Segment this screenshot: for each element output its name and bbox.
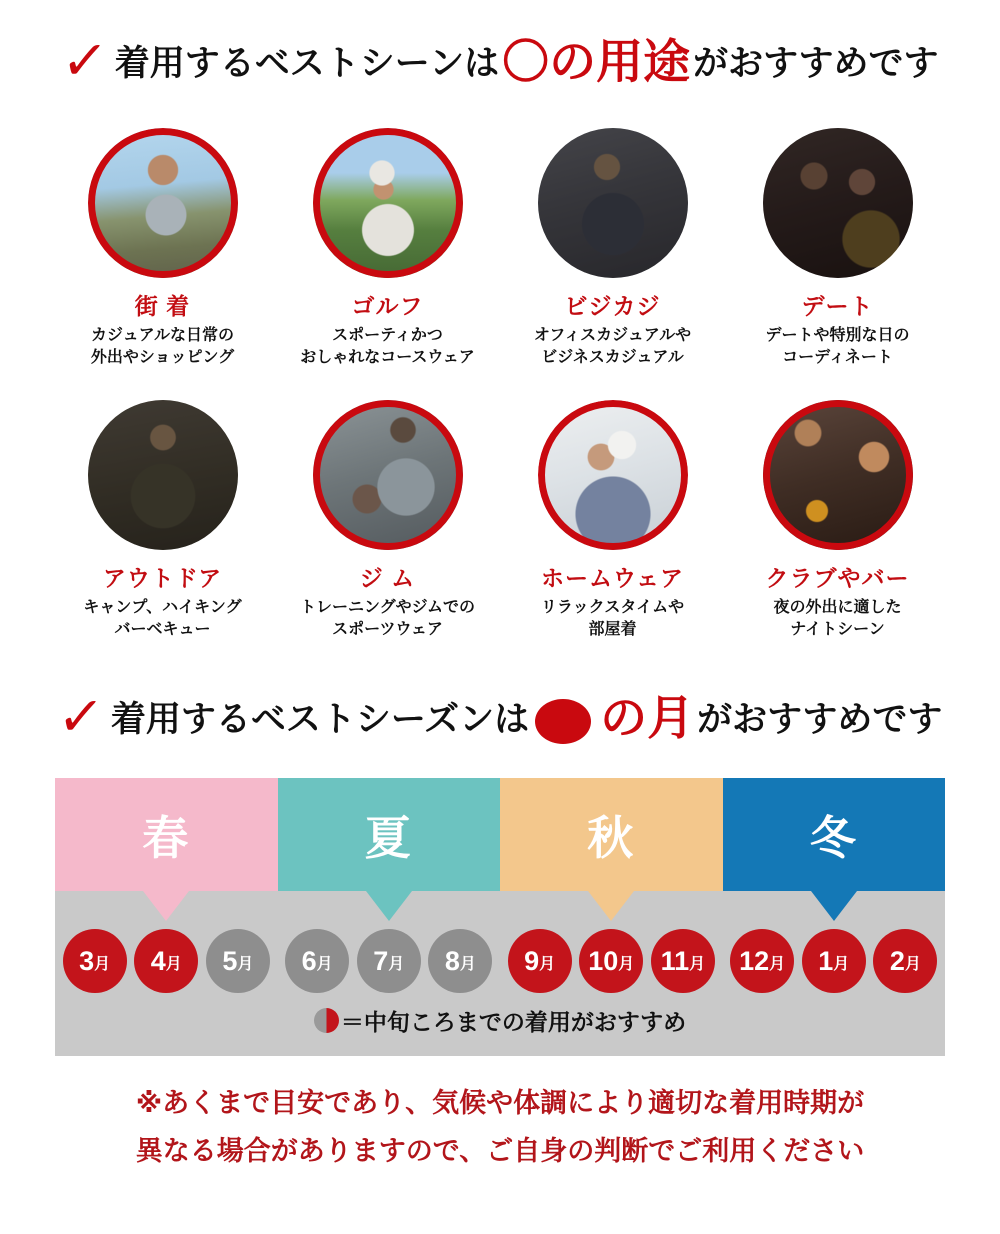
season-label: 秋 xyxy=(587,811,636,864)
scene-desc: オフィスカジュアルや ビジネスカジュアル xyxy=(533,327,692,366)
heading-text: がおすすめです xyxy=(697,700,943,740)
disclaimer-line: 異なる場合がありますので、ご自身の判断でご利用ください xyxy=(135,1135,865,1166)
month-feb: 2 月 xyxy=(873,929,937,993)
month-dec: 12 月 xyxy=(730,929,794,993)
scene-desc: カジュアルな日常の 外出やショッピング xyxy=(90,327,235,366)
scene-card-outdoor xyxy=(50,400,275,640)
scene-photo-business-casual xyxy=(538,128,688,278)
season-label: 春 xyxy=(142,811,191,864)
scene-card-streetwear xyxy=(50,128,275,368)
scene-photo-streetwear xyxy=(88,128,238,278)
season-winter xyxy=(723,778,946,891)
heading-text: 着用するベストシーンは xyxy=(114,44,500,83)
month-jan: 1 月 xyxy=(802,929,866,993)
disclaimer-note xyxy=(0,1080,1000,1175)
month-group-autumn xyxy=(500,929,723,993)
heading-highlight: の月 xyxy=(600,690,695,744)
month-group-winter xyxy=(723,929,946,993)
months-row xyxy=(55,929,945,993)
scene-title: クラブやバー xyxy=(765,565,910,592)
heading-text: がおすすめです xyxy=(693,44,939,83)
season-chart xyxy=(0,778,1000,1056)
scene-title: ホームウェア xyxy=(540,565,685,592)
scene-desc: トレーニングやジムでの スポーツウェア xyxy=(299,599,476,638)
best-scene-heading xyxy=(0,31,1000,91)
scene-desc: リラックスタイムや 部屋着 xyxy=(540,599,685,638)
season-label: 夏 xyxy=(364,811,413,864)
scene-photo-golf xyxy=(313,128,463,278)
season-summer xyxy=(278,778,501,891)
scene-card-golf xyxy=(275,128,500,368)
month-jul: 7 月 xyxy=(357,929,421,993)
scene-desc: スポーティかつ おしゃれなコースウェア xyxy=(300,327,475,366)
scene-card-date xyxy=(725,128,950,368)
month-aug: 8 月 xyxy=(428,929,492,993)
month-nov: 11 月 xyxy=(651,929,715,993)
scene-photo-club-bar xyxy=(763,400,913,550)
check-icon: ✓ xyxy=(54,687,106,748)
season-spring xyxy=(55,778,278,891)
season-arrow-down-icon xyxy=(588,891,634,921)
season-arrow-down-icon xyxy=(366,891,412,921)
heading-highlight: 〇の用途 xyxy=(502,34,691,88)
month-mar: 3 月 xyxy=(63,929,127,993)
legend-text: ＝中旬ころまでの着用がおすすめ xyxy=(340,1009,687,1036)
scene-card-business-casual xyxy=(500,128,725,368)
scene-photo-gym xyxy=(313,400,463,550)
season-label: 冬 xyxy=(809,811,858,864)
scene-photo-date xyxy=(763,128,913,278)
month-group-summer xyxy=(278,929,501,993)
disclaimer-line: ※あくまで目安であり、気候や体調により適切な着用時期が xyxy=(135,1088,865,1119)
month-sep: 9 月 xyxy=(508,929,572,993)
season-arrow-down-icon xyxy=(811,891,857,921)
scene-desc: デートや特別な日の コーディネート xyxy=(765,327,910,366)
scene-title: デート xyxy=(801,293,874,319)
legend xyxy=(55,1004,945,1037)
half-circle-icon xyxy=(314,1008,339,1033)
month-group-spring xyxy=(55,929,278,993)
scene-card-homewear xyxy=(500,400,725,640)
filled-circle-icon xyxy=(535,699,591,744)
scene-title: ジ ム xyxy=(359,565,416,592)
scene-photo-outdoor xyxy=(88,400,238,550)
month-may: 5 月 xyxy=(206,929,270,993)
scene-card-gym xyxy=(275,400,500,640)
scene-title: 街 着 xyxy=(134,293,191,319)
scene-title: ビジカジ xyxy=(564,293,661,319)
product-wear-guide xyxy=(0,31,1000,1234)
month-apr: 4 月 xyxy=(134,929,198,993)
heading-text: 着用するベストシーズンは xyxy=(110,700,530,740)
month-jun: 6 月 xyxy=(285,929,349,993)
season-autumn xyxy=(500,778,723,891)
best-season-heading xyxy=(0,687,1000,748)
scene-card-club-bar xyxy=(725,400,950,640)
scene-title: ゴルフ xyxy=(351,293,424,319)
scene-title: アウトドア xyxy=(102,565,223,592)
scene-desc: 夜の外出に適した ナイトシーン xyxy=(773,599,902,638)
scene-desc: キャンプ、ハイキング バーベキュー xyxy=(83,599,242,638)
scene-photo-homewear xyxy=(538,400,688,550)
check-icon: ✓ xyxy=(58,31,110,91)
scene-grid xyxy=(50,128,950,640)
month-oct: 10 月 xyxy=(579,929,643,993)
season-bars xyxy=(55,778,945,891)
season-arrow-down-icon xyxy=(143,891,189,921)
